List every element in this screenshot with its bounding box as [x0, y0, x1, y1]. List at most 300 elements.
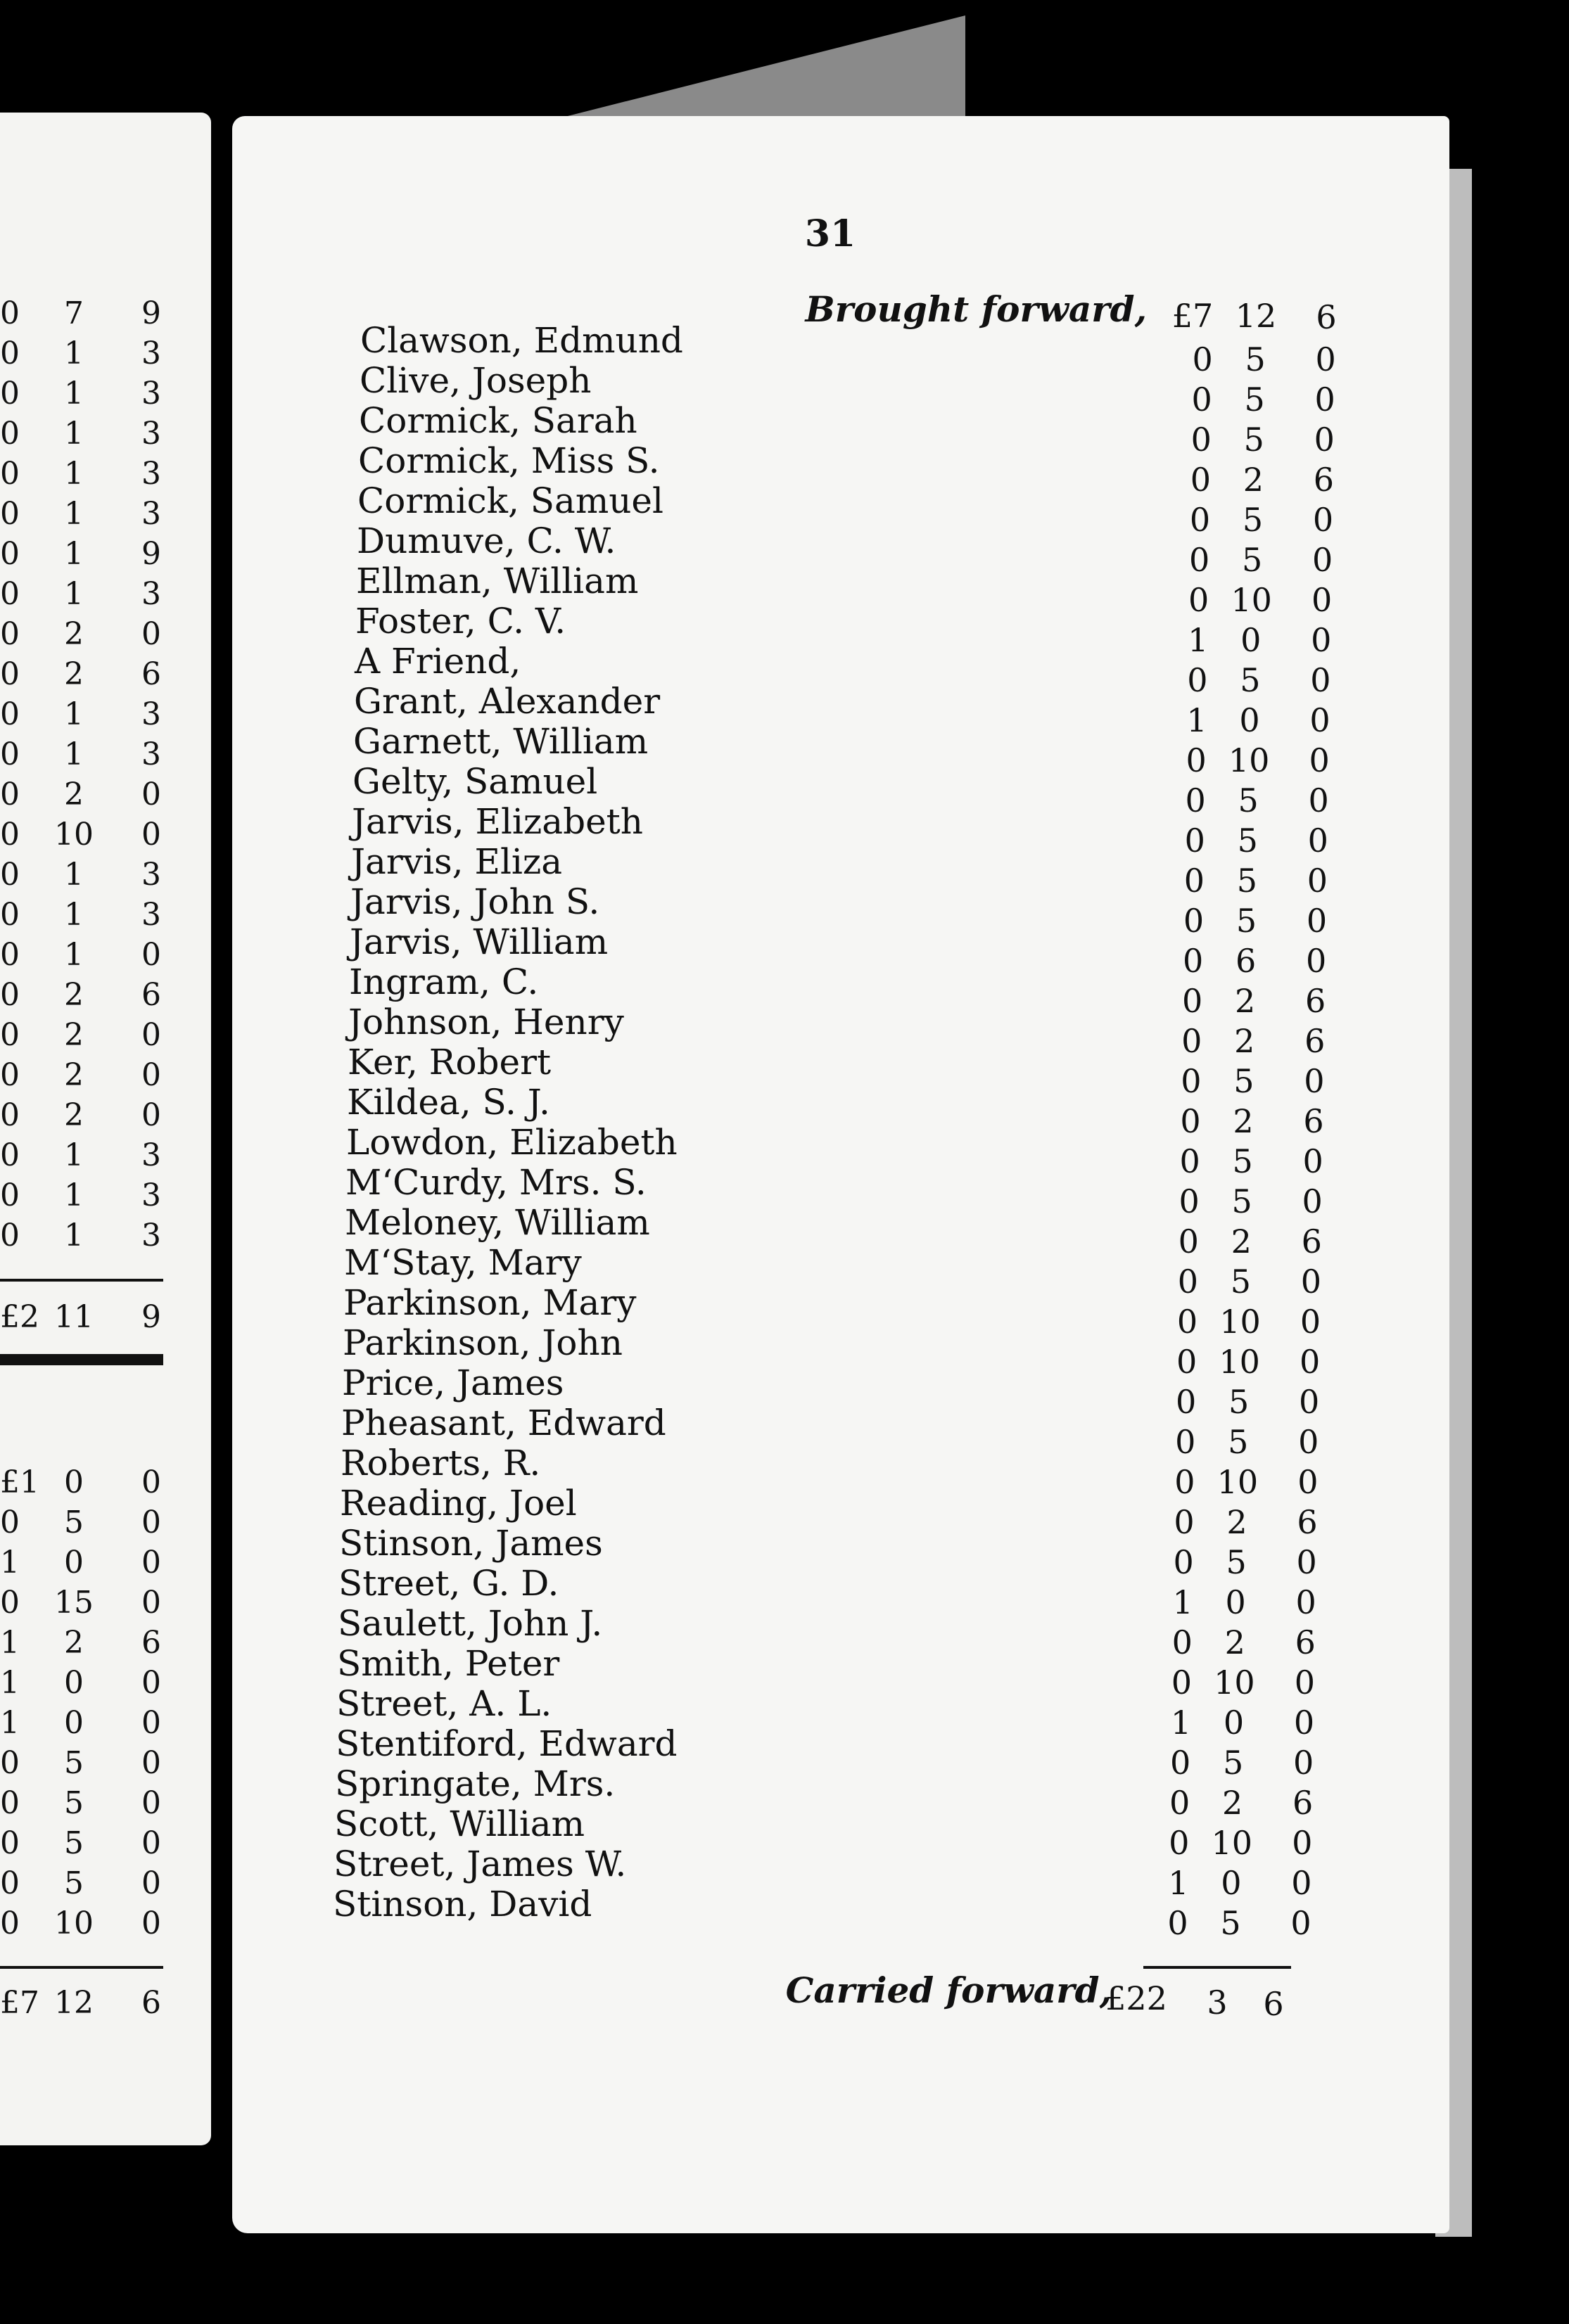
left-amount-pence: 3	[141, 696, 161, 732]
left-amount-shillings: 0	[64, 1464, 84, 1500]
amount-pence: 6	[1313, 461, 1335, 499]
amount-shillings: 6	[1235, 942, 1257, 980]
subscriber-name: Scott, William	[334, 1803, 585, 1844]
left-amount-shillings: 1	[64, 456, 84, 492]
left-amount-shillings: 1	[64, 336, 84, 371]
subscriber-name: Jarvis, John S.	[350, 881, 600, 922]
left-ledger-row	[0, 1216, 176, 1256]
amount-shillings: 2	[1234, 1022, 1255, 1060]
amount-pounds: 0	[1187, 661, 1208, 699]
left-amount-pounds: 0	[0, 1137, 20, 1173]
left-amount-shillings: 12	[54, 1985, 94, 2021]
subscriber-name: Cormick, Sarah	[359, 400, 637, 441]
left-ledger-row	[0, 1904, 176, 1943]
amount-shillings: 2	[1231, 1222, 1252, 1260]
amount-pounds: 1	[1168, 1864, 1189, 1902]
left-amount-shillings: 5	[64, 1825, 84, 1861]
left-ledger-row	[0, 895, 176, 935]
left-amount-pounds: 1	[0, 1665, 20, 1701]
left-amount-pence: 0	[141, 817, 161, 853]
subscriber-name: Price, James	[342, 1362, 564, 1403]
amount-pence: 6	[1297, 1503, 1318, 1541]
left-ledger-row	[0, 1784, 176, 1823]
left-ledger-row	[0, 655, 176, 694]
amount-shillings: 5	[1245, 340, 1266, 378]
left-amount-pounds: 0	[0, 496, 20, 532]
amount-pence: 0	[1304, 1062, 1325, 1100]
amount-shillings: 5	[1243, 421, 1264, 459]
left-amount-shillings: 2	[64, 656, 84, 692]
amount-pence: 0	[1299, 1383, 1320, 1421]
left-amount-pounds: 0	[0, 937, 20, 973]
left-amount-pence: 3	[141, 416, 161, 452]
amount-shillings: 5	[1235, 902, 1257, 940]
amount-pence: 6	[1292, 1784, 1314, 1822]
amount-shillings: 5	[1242, 501, 1264, 539]
left-ledger-row	[0, 334, 176, 374]
left-amount-shillings: 2	[64, 777, 84, 812]
subscriber-name: Stinson, David	[333, 1884, 592, 1924]
subscriber-name: Stentiford, Edward	[336, 1723, 678, 1764]
subscriber-name: Foster, C. V.	[355, 601, 566, 641]
left-ledger-row	[0, 775, 176, 815]
left-ledger-row	[0, 815, 176, 855]
amount-pounds: 0	[1186, 741, 1207, 779]
left-ledger-row	[0, 1583, 176, 1623]
left-amount-pence: 0	[141, 937, 161, 973]
amount-pence: 0	[1302, 1142, 1323, 1180]
amount-pence: 0	[1315, 340, 1336, 378]
amount-pounds: 0	[1177, 1263, 1199, 1301]
amount-pence: 6	[1303, 1102, 1324, 1140]
amount-pounds: 0	[1174, 1503, 1195, 1541]
amount-pounds: 0	[1188, 541, 1210, 579]
left-amount-pence: 3	[141, 1137, 161, 1173]
amount-pounds: 0	[1174, 1463, 1195, 1501]
amount-pence: 0	[1296, 1543, 1317, 1581]
subscriber-name: A Friend,	[355, 641, 521, 682]
left-amount-pence: 3	[141, 376, 161, 411]
amount-pounds: 0	[1182, 982, 1203, 1020]
left-amount-pounds: 0	[0, 696, 20, 732]
amount-pence: 0	[1300, 1263, 1322, 1301]
amount-pence: 0	[1292, 1824, 1313, 1862]
left-total-row	[0, 1984, 176, 2023]
left-amount-pence: 3	[141, 1218, 161, 1253]
left-amount-pence: 3	[141, 336, 161, 371]
amount-shillings: 5	[1226, 1543, 1247, 1581]
amount-pounds: 0	[1176, 1343, 1198, 1381]
subscriber-name: Dumuve, C. W.	[357, 521, 616, 561]
left-ledger-row	[0, 1503, 176, 1543]
subscriber-name: M‘Stay, Mary	[344, 1242, 582, 1283]
subscriber-name: Reading, Joel	[340, 1483, 577, 1524]
left-amount-shillings: 1	[64, 376, 84, 411]
left-amount-shillings: 5	[64, 1865, 84, 1901]
left-amount-shillings: 2	[64, 1057, 84, 1093]
amount-pounds: 0	[1171, 1623, 1193, 1661]
amount-pence: 0	[1309, 741, 1330, 779]
amount-pence: 0	[1311, 581, 1333, 619]
left-amount-shillings: 1	[64, 897, 84, 933]
carried-forward-label: Carried forward,	[785, 1969, 1112, 2011]
amount-pounds: 0	[1182, 942, 1204, 980]
amount-pounds: 0	[1184, 822, 1205, 860]
amount-pounds: 0	[1178, 1222, 1199, 1260]
left-amount-shillings: 5	[64, 1505, 84, 1540]
left-amount-shillings: 10	[54, 817, 94, 853]
subscriber-name: Ellman, William	[356, 561, 639, 601]
left-amount-shillings: 1	[64, 736, 84, 772]
left-amount-shillings: 0	[64, 1665, 84, 1701]
amount-pence: 0	[1314, 421, 1335, 459]
subscriber-name: Jarvis, Eliza	[351, 841, 563, 882]
left-amount-pence: 0	[141, 777, 161, 812]
amount-pounds: 0	[1175, 1423, 1196, 1461]
subscriber-name: Meloney, William	[345, 1202, 650, 1243]
amount-shillings: 0	[1240, 621, 1262, 659]
left-amount-shillings: 0	[64, 1545, 84, 1581]
left-amount-pounds: 0	[0, 897, 20, 933]
left-amount-pence: 6	[141, 1625, 161, 1661]
amount-pence: 0	[1293, 1704, 1315, 1742]
left-amount-shillings: 5	[64, 1745, 84, 1781]
left-ledger-row	[0, 976, 176, 1015]
amount-pounds: 0	[1192, 340, 1213, 378]
amount-pounds: 0	[1176, 1303, 1198, 1341]
amount-pounds: 0	[1181, 1062, 1202, 1100]
amount-pounds: 0	[1169, 1824, 1190, 1862]
left-ledger-row	[0, 1704, 176, 1743]
amount-pounds: 0	[1176, 1383, 1197, 1421]
amount-pence: 6	[1295, 1623, 1316, 1661]
amount-shillings: 5	[1244, 381, 1265, 419]
amount-pounds: 1	[1170, 1704, 1192, 1742]
amount-pence: 0	[1295, 1583, 1316, 1621]
amount-pence: 0	[1298, 1423, 1319, 1461]
subscriber-name: Ingram, C.	[349, 962, 539, 1002]
subscriber-name: Pheasant, Edward	[341, 1403, 666, 1443]
amount-pounds: 0	[1169, 1784, 1190, 1822]
amount-pence: 0	[1306, 902, 1328, 940]
left-amount-shillings: 1	[64, 1177, 84, 1213]
amount-shillings: 0	[1239, 701, 1260, 739]
left-amount-pence: 3	[141, 736, 161, 772]
left-amount-shillings: 1	[64, 857, 84, 893]
left-amount-pence: 3	[141, 496, 161, 532]
left-amount-shillings: 1	[64, 937, 84, 973]
left-amount-pence: 9	[141, 536, 161, 572]
left-amount-pounds: 0	[0, 1785, 20, 1821]
carried-forward-pounds: £22	[1105, 1979, 1167, 2017]
left-amount-pounds: 0	[0, 1745, 20, 1781]
left-amount-pence: 0	[141, 616, 161, 652]
amount-pence: 0	[1311, 621, 1332, 659]
amount-shillings: 0	[1223, 1704, 1245, 1742]
amount-shillings: 10	[1219, 1343, 1260, 1381]
left-amount-pounds: 0	[0, 817, 20, 853]
left-amount-pounds: 0	[0, 857, 20, 893]
left-ledger-row	[0, 575, 176, 614]
amount-pounds: 0	[1190, 421, 1212, 459]
left-total-rule	[0, 1966, 163, 1969]
left-amount-pence: 0	[141, 1705, 161, 1741]
left-amount-pounds: 0	[0, 616, 20, 652]
left-amount-pence: 0	[141, 1585, 161, 1621]
amount-pounds: 0	[1171, 1664, 1193, 1702]
amount-shillings: 0	[1221, 1864, 1242, 1902]
left-amount-shillings: 1	[64, 416, 84, 452]
left-amount-shillings: 0	[64, 1705, 84, 1741]
left-double-rule	[0, 1354, 163, 1365]
left-amount-shillings: 1	[64, 1218, 84, 1253]
left-amount-pounds: 1	[0, 1625, 20, 1661]
amount-pence: 0	[1307, 822, 1328, 860]
subscriber-name: Street, James W.	[334, 1844, 627, 1884]
left-amount-shillings: 1	[64, 536, 84, 572]
left-amount-shillings: 1	[64, 496, 84, 532]
amount-shillings: 10	[1228, 741, 1270, 779]
left-amount-pence: 3	[141, 576, 161, 612]
left-ledger-row	[0, 1744, 176, 1783]
left-amount-pounds: 0	[0, 416, 20, 452]
brought-forward-shillings: 12	[1235, 297, 1277, 335]
left-amount-shillings: 2	[64, 1097, 84, 1133]
amount-pounds: 1	[1186, 701, 1207, 739]
left-amount-shillings: 1	[64, 576, 84, 612]
amount-shillings: 5	[1228, 1383, 1250, 1421]
left-ledger-row	[0, 1016, 176, 1055]
subscriber-name: Cormick, Samuel	[357, 480, 664, 521]
left-amount-pounds: 0	[0, 456, 20, 492]
left-amount-pounds: 0	[0, 376, 20, 411]
left-amount-pounds: 0	[0, 1097, 20, 1133]
amount-shillings: 2	[1226, 1503, 1247, 1541]
left-amount-shillings: 1	[64, 696, 84, 732]
left-ledger-row	[0, 1543, 176, 1583]
left-amount-pence: 6	[141, 656, 161, 692]
left-amount-pounds: 0	[0, 1865, 20, 1901]
amount-pounds: 0	[1173, 1543, 1194, 1581]
left-amount-pence: 0	[141, 1745, 161, 1781]
left-ledger-row	[0, 695, 176, 734]
left-amount-pence: 0	[141, 1825, 161, 1861]
left-amount-pounds: 0	[0, 736, 20, 772]
left-amount-pence: 0	[141, 1865, 161, 1901]
left-amount-pounds: 0	[0, 656, 20, 692]
amount-pence: 0	[1290, 1904, 1311, 1942]
subscriber-name: Kildea, S. J.	[347, 1082, 550, 1123]
left-ledger-row	[0, 454, 176, 494]
amount-pence: 0	[1314, 381, 1335, 419]
subscriber-name: Jarvis, Elizabeth	[352, 801, 643, 842]
left-amount-pence: 0	[141, 1464, 161, 1500]
left-amount-shillings: 2	[64, 1625, 84, 1661]
amount-shillings: 2	[1235, 982, 1256, 1020]
left-amount-pounds: 0	[0, 1017, 20, 1053]
left-amount-pounds: 0	[0, 1505, 20, 1540]
left-amount-shillings: 10	[54, 1905, 94, 1941]
left-ledger-row	[0, 1623, 176, 1663]
left-ledger-row	[0, 1096, 176, 1135]
left-amount-pence: 9	[141, 295, 161, 331]
left-ledger-row	[0, 1056, 176, 1095]
subscriber-name: Parkinson, Mary	[343, 1282, 637, 1323]
amount-pence: 0	[1302, 1182, 1323, 1220]
amount-shillings: 10	[1211, 1824, 1253, 1862]
subscriber-name: Jarvis, William	[350, 921, 609, 962]
left-ledger-row	[0, 615, 176, 654]
left-ledger-row	[0, 855, 176, 895]
subscriber-name: Smith, Peter	[337, 1643, 560, 1684]
left-amount-shillings: 2	[64, 1017, 84, 1053]
amount-shillings: 10	[1217, 1463, 1259, 1501]
amount-pence: 6	[1301, 1222, 1322, 1260]
subscriber-name: Garnett, William	[353, 721, 649, 762]
left-ledger-row	[0, 936, 176, 975]
left-amount-pounds: £1	[0, 1464, 39, 1500]
amount-pounds: 0	[1185, 781, 1206, 819]
left-amount-pounds: 1	[0, 1545, 20, 1581]
left-amount-pounds: 0	[0, 977, 20, 1013]
amount-shillings: 5	[1220, 1904, 1241, 1942]
amount-shillings: 5	[1230, 1263, 1252, 1301]
amount-shillings: 5	[1241, 541, 1263, 579]
amount-pence: 0	[1297, 1463, 1319, 1501]
amount-shillings: 10	[1214, 1664, 1255, 1702]
amount-shillings: 5	[1238, 781, 1259, 819]
amount-pounds: 0	[1191, 381, 1212, 419]
amount-pounds: 0	[1189, 501, 1211, 539]
amount-pence: 0	[1307, 862, 1328, 900]
left-amount-pounds: 0	[0, 336, 20, 371]
amount-shillings: 0	[1225, 1583, 1246, 1621]
amount-pounds: 0	[1179, 1182, 1200, 1220]
left-amount-pence: 0	[141, 1545, 161, 1581]
left-amount-pence: 0	[141, 1505, 161, 1540]
left-amount-pence: 3	[141, 456, 161, 492]
subscriber-name: Roberts, R.	[341, 1443, 541, 1483]
left-amount-pounds: 0	[0, 536, 20, 572]
left-amount-pence: 0	[141, 1097, 161, 1133]
subscriber-name: Clive, Joseph	[360, 360, 592, 401]
left-amount-pounds: 0	[0, 777, 20, 812]
amount-shillings: 10	[1231, 581, 1272, 619]
amount-pence: 0	[1294, 1664, 1316, 1702]
left-amount-pence: 3	[141, 857, 161, 893]
subscriber-name: Grant, Alexander	[354, 681, 661, 722]
amount-pounds: 0	[1183, 862, 1205, 900]
left-amount-pence: 6	[141, 977, 161, 1013]
amount-pounds: 1	[1188, 621, 1209, 659]
left-amount-pounds: £7	[0, 1985, 39, 2021]
brought-forward-pounds: £7	[1171, 297, 1214, 335]
left-subtotal-row	[0, 1298, 176, 1337]
left-amount-pounds: 0	[0, 1905, 20, 1941]
left-ledger-row	[0, 1176, 176, 1215]
amount-pence: 0	[1299, 1343, 1321, 1381]
left-amount-pounds: 1	[0, 1705, 20, 1741]
brought-forward-pence: 6	[1316, 298, 1337, 336]
left-ledger-row	[0, 294, 176, 333]
amount-pounds: 0	[1179, 1142, 1200, 1180]
subscriber-name: Clawson, Edmund	[360, 320, 683, 361]
left-amount-pounds: 0	[0, 1585, 20, 1621]
left-amount-pence: 0	[141, 1905, 161, 1941]
brought-forward-label: Brought forward,	[805, 288, 1147, 330]
amount-pounds: 0	[1190, 461, 1212, 499]
page-number: 31	[804, 212, 856, 255]
left-amount-pence: 0	[141, 1057, 161, 1093]
amount-pounds: 0	[1167, 1904, 1188, 1942]
left-ledger-row	[0, 1463, 176, 1502]
amount-pence: 6	[1304, 1022, 1326, 1060]
subscriber-name: M‘Curdy, Mrs. S.	[345, 1162, 647, 1203]
amount-pence: 0	[1292, 1744, 1314, 1782]
left-ledger-row	[0, 1136, 176, 1175]
left-subtotal-rule	[0, 1279, 163, 1282]
amount-shillings: 5	[1233, 1062, 1254, 1100]
amount-shillings: 5	[1228, 1423, 1249, 1461]
subscriber-name: Street, G. D.	[338, 1563, 559, 1604]
left-amount-pounds: 0	[0, 295, 20, 331]
amount-pence: 0	[1291, 1864, 1312, 1902]
amount-pounds: 0	[1181, 1022, 1202, 1060]
amount-shillings: 10	[1219, 1303, 1261, 1341]
amount-shillings: 2	[1233, 1102, 1254, 1140]
left-ledger-row	[0, 414, 176, 454]
amount-pounds: 0	[1183, 902, 1205, 940]
subscriber-name: Cormick, Miss S.	[358, 440, 660, 481]
amount-pounds: 1	[1172, 1583, 1193, 1621]
left-amount-pence: 9	[141, 1299, 161, 1335]
left-amount-shillings: 15	[54, 1585, 94, 1621]
left-amount-pounds: 0	[0, 1218, 20, 1253]
left-amount-pence: 0	[141, 1785, 161, 1821]
left-ledger-row	[0, 1824, 176, 1863]
left-amount-shillings: 7	[64, 295, 84, 331]
left-amount-pounds: 0	[0, 1057, 20, 1093]
left-amount-shillings: 2	[64, 977, 84, 1013]
left-amount-pence: 3	[141, 897, 161, 933]
amount-shillings: 5	[1240, 661, 1261, 699]
subscriber-name: Johnson, Henry	[348, 1002, 624, 1042]
left-ledger-row	[0, 1664, 176, 1703]
left-amount-pence: 0	[141, 1665, 161, 1701]
carried-forward-shillings: 3	[1207, 1984, 1228, 2022]
subscriber-name: Parkinson, John	[343, 1322, 623, 1363]
amount-pence: 0	[1308, 781, 1329, 819]
amount-shillings: 5	[1237, 822, 1258, 860]
left-amount-pounds: 0	[0, 1825, 20, 1861]
amount-shillings: 5	[1231, 1182, 1252, 1220]
amount-pence: 0	[1300, 1303, 1321, 1341]
subscriber-name: Lowdon, Elizabeth	[346, 1122, 678, 1163]
subscriber-name: Stinson, James	[339, 1523, 603, 1564]
left-ledger-row	[0, 374, 176, 414]
amount-pounds: 0	[1180, 1102, 1201, 1140]
left-amount-pounds: 0	[0, 1177, 20, 1213]
left-amount-shillings: 1	[64, 1137, 84, 1173]
amount-shillings: 5	[1232, 1142, 1253, 1180]
left-amount-shillings: 11	[54, 1299, 94, 1335]
left-amount-shillings: 5	[64, 1785, 84, 1821]
amount-pounds: 0	[1169, 1744, 1191, 1782]
amount-pence: 0	[1311, 541, 1333, 579]
amount-pence: 0	[1305, 942, 1327, 980]
amount-pence: 0	[1310, 661, 1331, 699]
amount-pence: 6	[1305, 982, 1326, 1020]
